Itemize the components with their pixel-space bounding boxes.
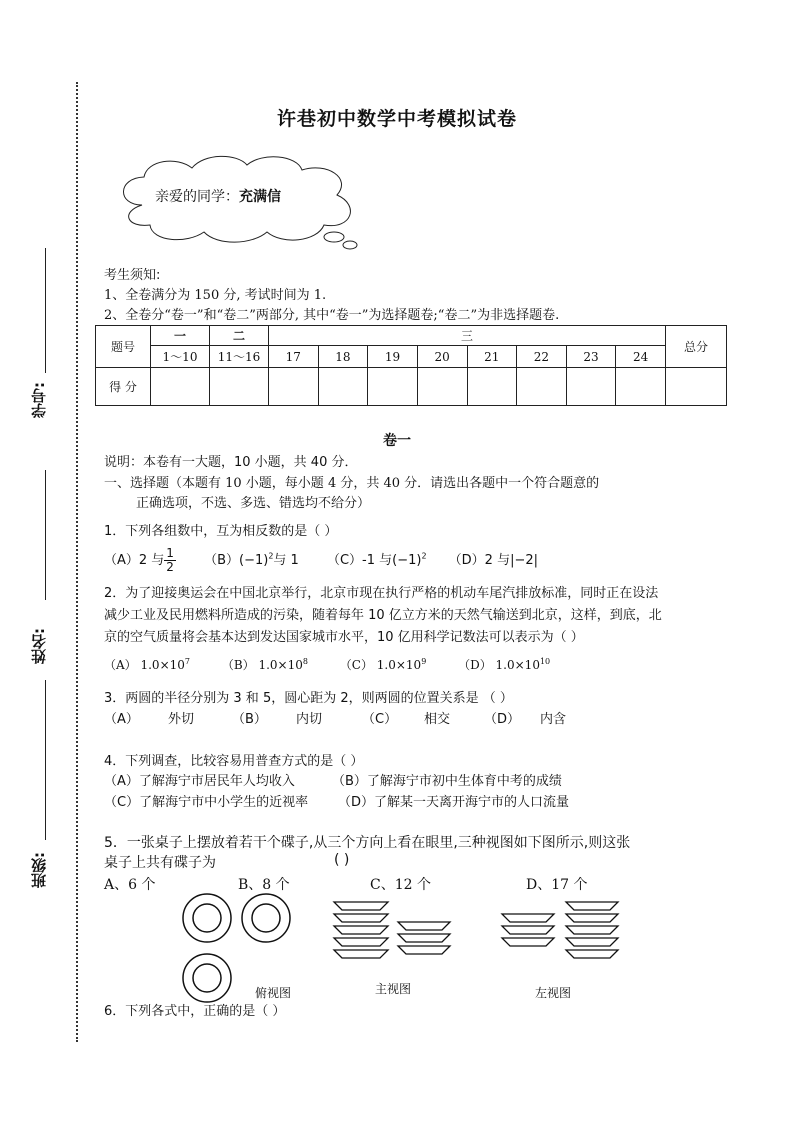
- binding-dotted-line: [76, 82, 78, 1042]
- q2-option-b: [222, 658, 308, 672]
- q4-stem: 4．下列调查，比较容易用普查方式的是（ ）: [104, 754, 364, 769]
- name-label: 姓名:: [30, 628, 48, 664]
- top-view-label: 俯视图: [255, 986, 292, 1000]
- q3-c-text: 相交: [424, 712, 451, 727]
- q2-a-text: （A） 1.0×10: [104, 658, 185, 672]
- q1-option-a: [104, 546, 176, 575]
- q3-b-text: 内切: [296, 712, 323, 727]
- class-label: 班级:: [30, 852, 48, 888]
- fraction-numerator: 1: [166, 546, 174, 561]
- total-label: 总分: [666, 326, 727, 368]
- left-view-figure: [498, 898, 623, 963]
- range-cell: 19: [368, 346, 418, 368]
- cloud-text-bold: 充满信: [239, 189, 281, 205]
- group-2: 二: [210, 326, 269, 346]
- q6-stem: 6．下列各式中，正确的是（ ）: [104, 1004, 286, 1019]
- score-label: 得 分: [96, 368, 151, 406]
- group-3: 三: [269, 326, 666, 346]
- q3-a-label: （A）: [104, 712, 139, 727]
- q1-a-prefix: （A）2 与: [104, 553, 165, 569]
- q5-option-d: D、17 个: [526, 877, 588, 893]
- score-cell[interactable]: [318, 368, 368, 406]
- q4-option-a: （A）了解海宁市居民年人均收入: [104, 774, 295, 789]
- q2-b-text: （B） 1.0×10: [221, 658, 303, 672]
- range-cell: 20: [417, 346, 467, 368]
- q5-option-b: B、8 个: [238, 877, 290, 893]
- group-1: 一: [151, 326, 210, 346]
- q1-c-exp: 2: [421, 552, 427, 561]
- score-cell[interactable]: [210, 368, 269, 406]
- q2-options: [104, 656, 550, 673]
- q1-option-c: [327, 553, 427, 568]
- q1-option-d: （D）2 与|−2|: [448, 553, 539, 569]
- score-cell[interactable]: [368, 368, 418, 406]
- q5-line-1: 5．一张桌子上摆放着若干个碟子,从三个方向上看在眼里,三种视图如下图所示,则这张: [104, 835, 631, 851]
- range-cell: 11～16: [210, 346, 269, 368]
- q3-d-label: （D）: [484, 712, 521, 727]
- range-cell: 22: [517, 346, 567, 368]
- q4-option-b: （B）了解海宁市初中生体育中考的成绩: [332, 774, 562, 789]
- q1-option-b: [204, 553, 299, 568]
- notice-item-2: 2、全卷分“卷一”和“卷二”两部分, 其中“卷一”为选择题卷;“卷二”为非选择题卷.: [104, 308, 560, 323]
- score-cell[interactable]: [616, 368, 666, 406]
- score-cell[interactable]: [666, 368, 727, 406]
- cloud-text: [155, 186, 281, 206]
- q2-a-exp: 7: [184, 657, 190, 666]
- left-view-label: 左视图: [535, 986, 572, 1000]
- q1-options: [104, 542, 538, 576]
- q2-d-text: （D） 1.0×10: [458, 658, 540, 672]
- score-cell[interactable]: [517, 368, 567, 406]
- range-cell: 17: [269, 346, 319, 368]
- q1-stem: 1．下列各组数中，互为相反数的是（ ）: [104, 524, 338, 539]
- front-view-figure: [330, 898, 455, 963]
- q3-stem: 3．两圆的半径分别为 3 和 5，圆心距为 2，则两圆的位置关系是 （ ）: [104, 691, 513, 706]
- section-desc: 说明：本卷有一大题，10 小题，共 40 分．: [104, 455, 358, 470]
- section-title: 卷一: [383, 433, 411, 449]
- q2-option-c: [340, 658, 427, 672]
- q2-option-a: [104, 658, 190, 672]
- score-cell[interactable]: [566, 368, 616, 406]
- fraction-denominator: 2: [166, 560, 174, 575]
- q2-line-3: 京的空气质量将会基本达到发达国家城市水平，10 亿用科学记数法可以表示为（ ）: [104, 630, 584, 645]
- q1-b-exp: 2: [268, 552, 274, 561]
- q3-b-label: （B）: [232, 712, 267, 727]
- q3-a-text: 外切: [168, 712, 195, 727]
- q5-answer-paren: ( ): [334, 852, 350, 868]
- q2-b-exp: 8: [302, 657, 308, 666]
- q1-b-suffix: 与 1: [273, 553, 299, 569]
- front-view-label: 主视图: [375, 982, 412, 996]
- score-table: [95, 325, 727, 406]
- score-cell[interactable]: [467, 368, 517, 406]
- name-line: [45, 470, 46, 600]
- q3-c-label: （C）: [362, 712, 398, 727]
- part-heading: 一、选择题（本题有 10 小题，每小题 4 分，共 40 分．请选出各题中一个符合题意的: [104, 476, 600, 491]
- range-cell: 18: [318, 346, 368, 368]
- q5-option-c: C、12 个: [370, 877, 431, 893]
- q2-option-d: [458, 658, 550, 672]
- q4-option-c: （C）了解海宁市中小学生的近视率: [104, 795, 309, 810]
- class-line: [45, 680, 46, 840]
- q2-line-2: 减少工业及民用燃料所造成的污染，随着每年 10 亿立方米的天然气输送到北京，这样，到底，北: [104, 608, 662, 623]
- q1-c-prefix: （C）-1 与(−1): [326, 553, 422, 569]
- student-no-label: 学号:: [30, 382, 48, 418]
- score-cell[interactable]: [417, 368, 467, 406]
- q5-option-a: A、6 个: [104, 877, 156, 893]
- q1-b-prefix: （B）(−1): [204, 553, 269, 569]
- row-header-label: 题号: [96, 326, 151, 368]
- part-heading-2: 正确选项，不选、多选、错选均不给分）: [136, 496, 371, 511]
- cloud-text-prefix: 亲爱的同学：: [155, 189, 239, 205]
- q2-c-exp: 9: [421, 657, 427, 666]
- q5-line-2: 桌子上共有碟子为: [104, 855, 216, 871]
- page-title: 许巷初中数学中考模拟试卷: [276, 108, 517, 130]
- score-cell[interactable]: [269, 368, 319, 406]
- notice-heading: 考生须知:: [104, 268, 161, 283]
- range-cell: 21: [467, 346, 517, 368]
- range-cell: 24: [616, 346, 666, 368]
- q1-a-fraction: [164, 547, 176, 574]
- q3-d-text: 内含: [540, 712, 567, 727]
- student-no-line: [45, 248, 46, 373]
- q4-option-d: （D）了解某一天离开海宁市的人口流量: [338, 795, 570, 810]
- notice-item-1: 1、全卷满分为 150 分, 考试时间为 1.: [104, 288, 327, 303]
- q2-d-exp: 10: [539, 657, 551, 666]
- q2-c-text: （C） 1.0×10: [339, 658, 422, 672]
- range-cell: 1～10: [151, 346, 210, 368]
- q2-line-1: 2．为了迎接奥运会在中国北京举行，北京市现在执行严格的机动车尾汽排放标准，同时正在设法: [104, 586, 659, 601]
- score-cell[interactable]: [151, 368, 210, 406]
- range-cell: 23: [566, 346, 616, 368]
